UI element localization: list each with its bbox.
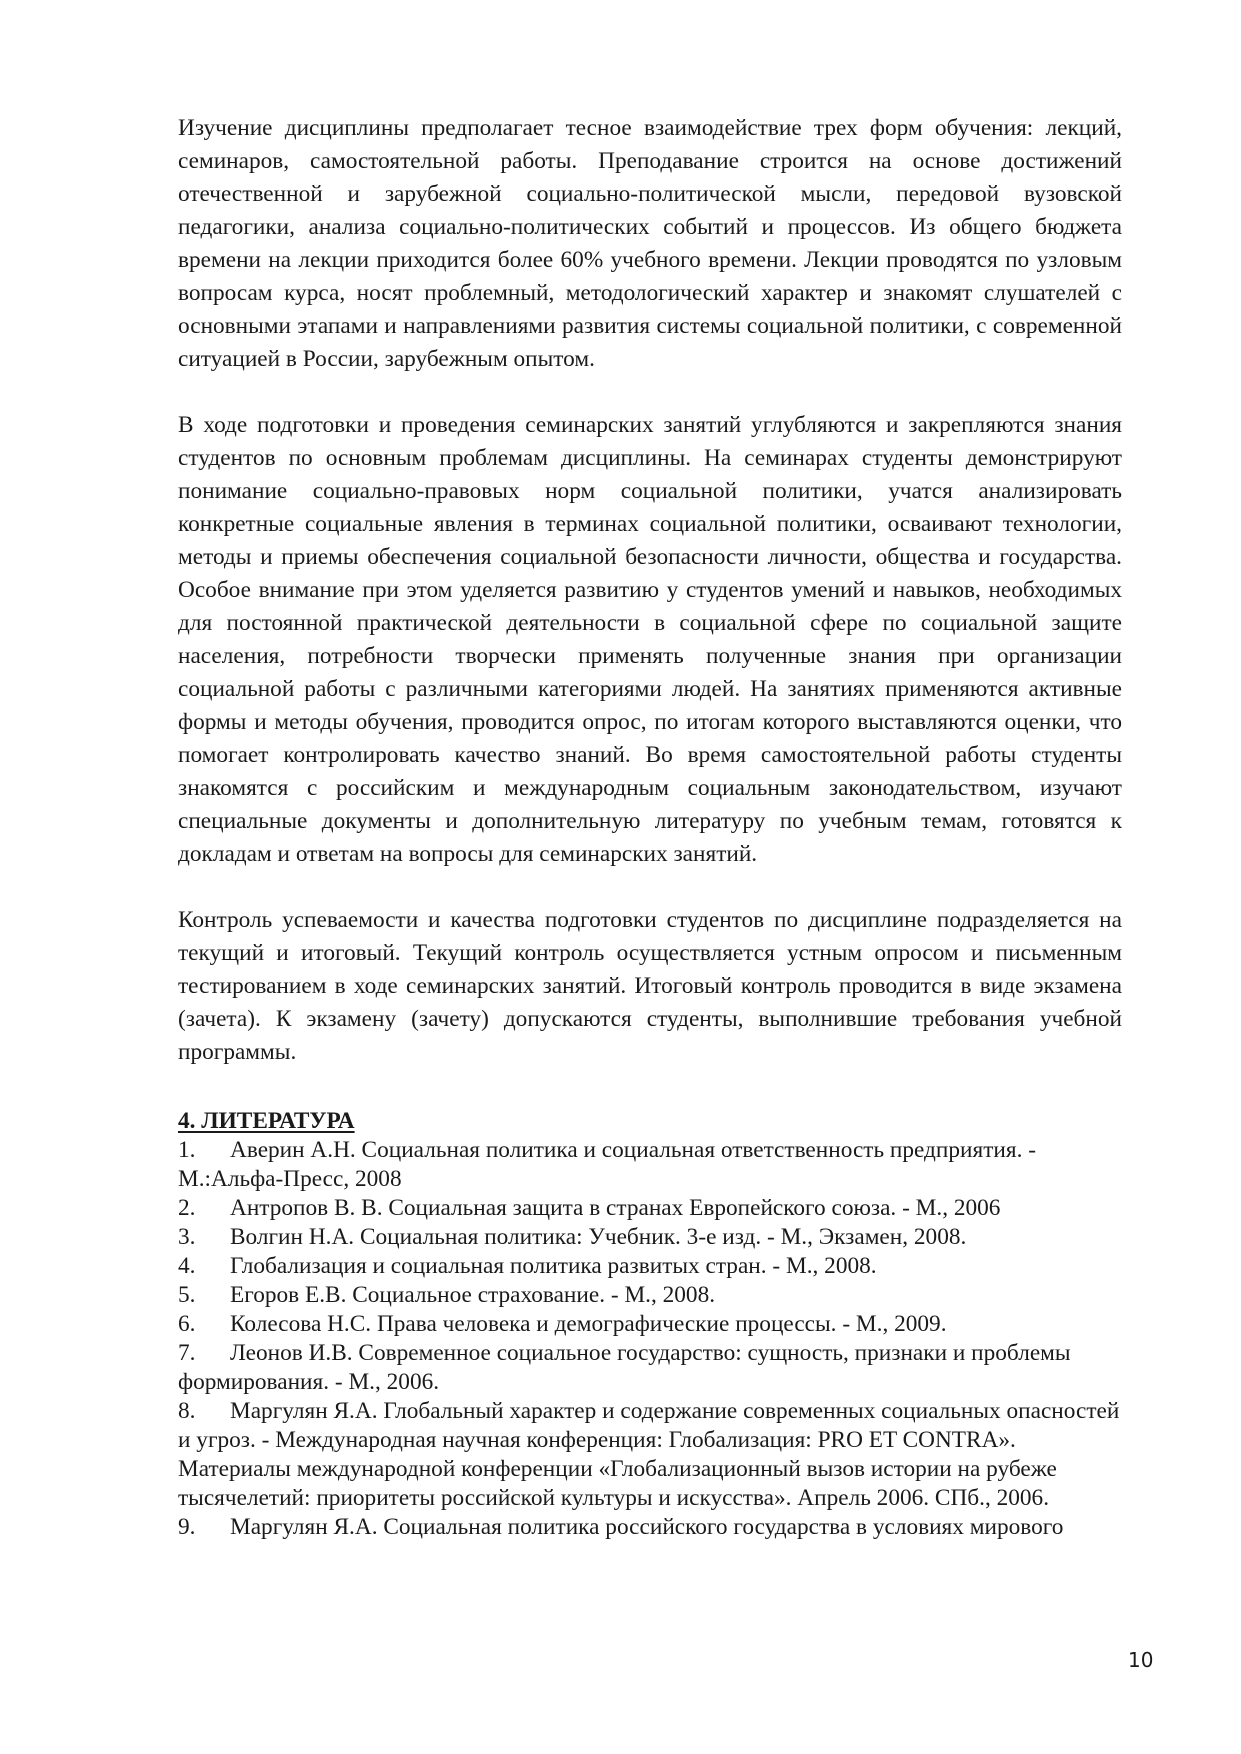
literature-item-number: 1. — [178, 1137, 196, 1163]
literature-item-text: Колесова Н.С. Права человека и демографические процессы. - М., 2009. — [230, 1311, 947, 1337]
literature-item — [178, 1310, 1122, 1339]
literature-item — [178, 1513, 1122, 1542]
literature-item-text: Маргулян Я.А. Глобальный характер и содержание современных социальных опасностей и угроз. - Международная научная конференция: Глобализация: PRO ET CONTRA». Материалы международной конференции «Глобализационный вызов истории на рубеже тысячелетий: приоритеты российской культуры и искусства». Апрель 2006. СПб., 2006. — [178, 1398, 1120, 1511]
literature-item-number: 6. — [178, 1311, 196, 1337]
literature-item-text: Глобализация и социальная политика развитых стран. - М., 2008. — [230, 1253, 877, 1279]
literature-item — [178, 1136, 1122, 1194]
literature-item-number: 2. — [178, 1195, 196, 1221]
literature-list — [178, 1136, 1122, 1542]
literature-item-text: Маргулян Я.А. Социальная политика российского государства в условиях мирового — [230, 1514, 1064, 1540]
literature-item-number: 9. — [178, 1514, 196, 1540]
literature-item — [178, 1252, 1122, 1281]
document-page — [178, 112, 1122, 1542]
literature-item-text: Аверин А.Н. Социальная политика и социальная ответственность предприятия. - М.:Альфа-Пресс, 2008 — [178, 1137, 1036, 1192]
literature-heading: 4. ЛИТЕРАТУРА — [178, 1108, 355, 1134]
literature-item — [178, 1281, 1122, 1310]
paragraph-assessment: Контроль успеваемости и качества подготовки студентов по дисциплине подразделяется на текущий и итоговый. Текущий контроль осуществляется устным опросом и письменным тестированием в ходе семинарских занятий. Итоговый контроль проводится в виде экзамена (зачета). К экзамену (зачету) допускаются студенты, выполнившие требования учебной программы. — [178, 907, 1122, 1065]
literature-item — [178, 1194, 1122, 1223]
paragraph-teaching-forms: Изучение дисциплины предполагает тесное взаимодействие трех форм обучения: лекций, семинаров, самостоятельной работы. Преподавание строится на основе достижений отечественной и зарубежной социально-политической мысли, передовой вузовской педагогики, анализа социально-политических событий и процессов. Из общего бюджета времени на лекции приходится более 60% учебного времени. Лекции проводятся по узловым вопросам курса, носят проблемный, методологический характер и знакомят слушателей с основными этапами и направлениями развития системы социальной политики, с современной ситуацией в России, зарубежным опытом. — [178, 115, 1122, 372]
literature-item — [178, 1223, 1122, 1252]
literature-item-number: 3. — [178, 1224, 196, 1250]
literature-item-text: Егоров Е.В. Социальное страхование. - М., 2008. — [230, 1282, 716, 1308]
page-number: 10 — [1128, 1648, 1154, 1672]
literature-item-text: Волгин Н.А. Социальная политика: Учебник. 3-е изд. - М., Экзамен, 2008. — [230, 1224, 967, 1250]
literature-item-number: 5. — [178, 1282, 196, 1308]
literature-item-number: 8. — [178, 1398, 196, 1424]
literature-item-number: 7. — [178, 1340, 196, 1366]
literature-item-number: 4. — [178, 1253, 196, 1279]
literature-item — [178, 1397, 1122, 1513]
literature-item — [178, 1339, 1122, 1397]
literature-item-text: Антропов В. В. Социальная защита в странах Европейского союза. - М., 2006 — [230, 1195, 1001, 1221]
paragraph-seminars: В ходе подготовки и проведения семинарских занятий углубляются и закрепляются знания студентов по основным проблемам дисциплины. На семинарах студенты демонстрируют понимание социально-правовых норм социальной политики, учатся анализировать конкретные социальные явления в терминах социальной политики, осваивают технологии, методы и приемы обеспечения социальной безопасности личности, общества и государства. Особое внимание при этом уделяется развитию у студентов умений и навыков, необходимых для постоянной практической деятельности в социальной сфере по социальной защите населения, потребности творчески применять полученные знания при организации социальной работы с различными категориями людей. На занятиях применяются активные формы и методы обучения, проводится опрос, по итогам которого выставляются оценки, что помогает контролировать качество знаний. Во время самостоятельной работы студенты знакомятся с российским и международным социальным законодательством, изучают специальные документы и дополнительную литературу по учебным темам, готовятся к докладам и ответам на вопросы для семинарских занятий. — [178, 412, 1122, 867]
literature-item-text: Леонов И.В. Современное социальное государство: сущность, признаки и проблемы формирования. - М., 2006. — [178, 1340, 1071, 1395]
